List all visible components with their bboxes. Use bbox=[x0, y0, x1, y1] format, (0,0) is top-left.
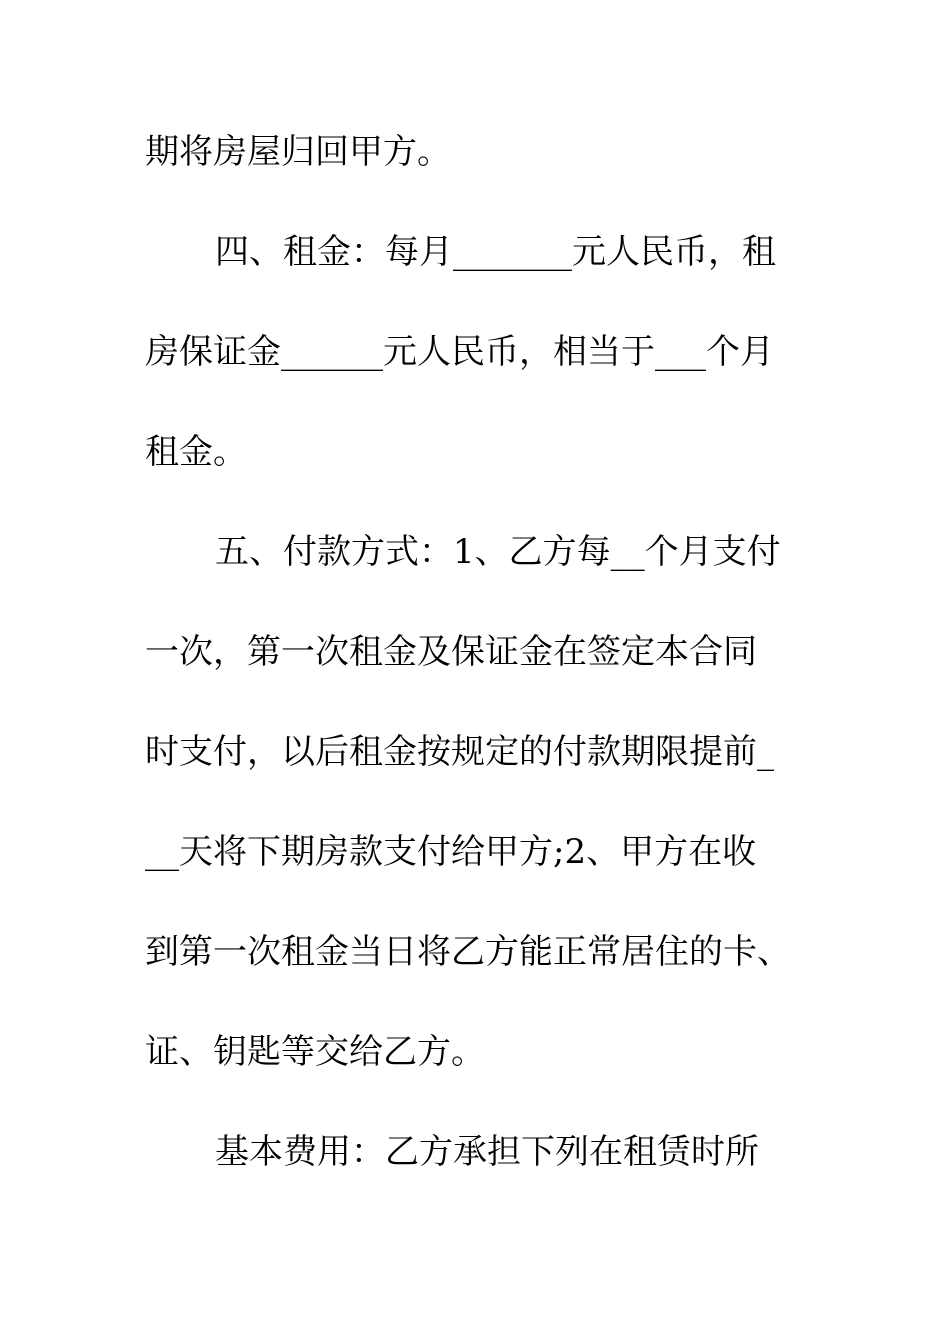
text-line-1: 期将房屋归回甲方。 bbox=[145, 132, 451, 172]
text-line-7: 时支付，以后租金按规定的付款期限提前_ bbox=[145, 732, 774, 772]
text-line-11: 基本费用：乙方承担下列在租赁时所 bbox=[215, 1132, 759, 1172]
text-line-9: 到第一次租金当日将乙方能正常居住的卡、 bbox=[145, 932, 791, 972]
text-line-8: __天将下期房款支付给甲方;2、甲方在收 bbox=[145, 832, 757, 872]
text-line-10: 证、钥匙等交给乙方。 bbox=[145, 1032, 485, 1072]
text-line-4: 租金。 bbox=[145, 432, 247, 472]
text-line-6: 一次，第一次租金及保证金在签定本合同 bbox=[145, 632, 757, 672]
text-line-3: 房保证金______元人民币，相当于___个月 bbox=[145, 332, 774, 372]
text-line-2: 四、租金：每月_______元人民币，租 bbox=[215, 232, 776, 272]
text-line-5: 五、付款方式：1、乙方每__个月支付 bbox=[215, 532, 781, 572]
